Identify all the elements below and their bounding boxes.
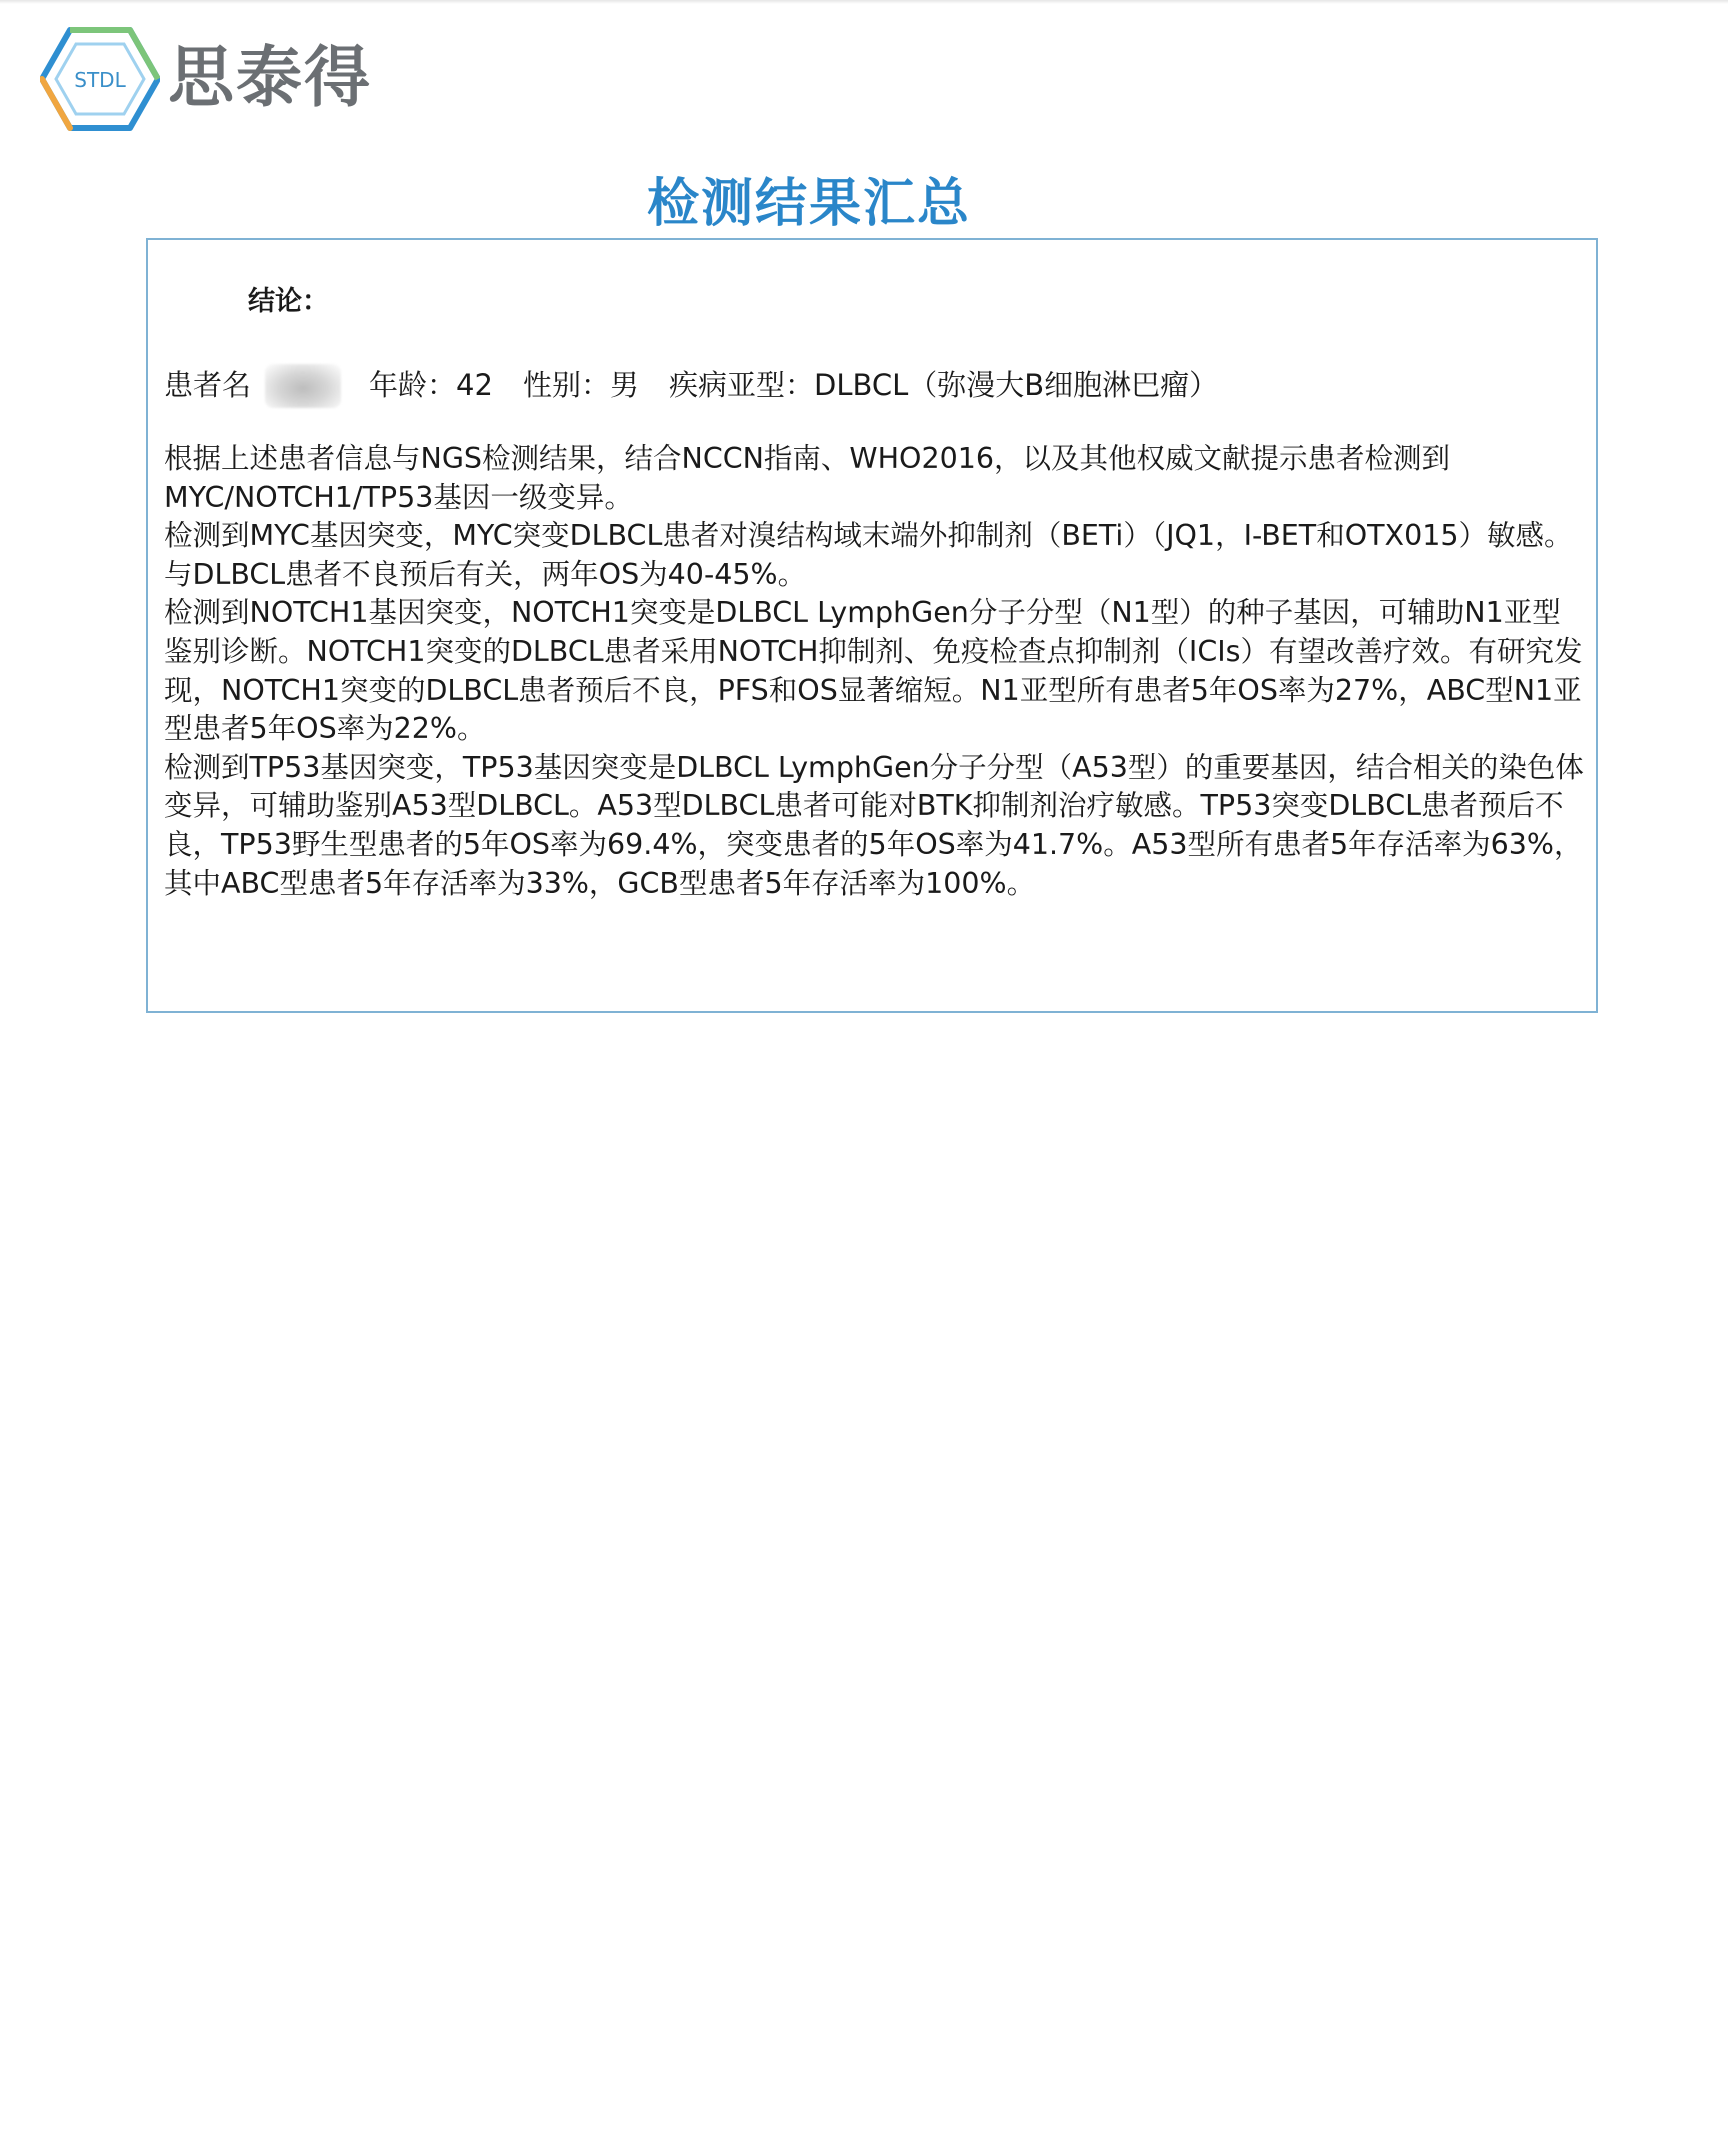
age-value: 42 [456, 368, 493, 402]
results-summary-box [146, 238, 1598, 1013]
paragraph-myc: 检测到MYC基因突变，MYC突变DLBCL患者对溴结构域末端外抑制剂（BETi）（JQ1，I-BET和OTX015）敏感。与DLBCL患者不良预后有关，两年OS为40-45%。 [164, 519, 1573, 591]
patient-name-label: 患者名 [164, 368, 252, 402]
sex-label: 性别： [522, 368, 610, 402]
subtype-value: DLBCL（弥漫大B细胞淋巴瘤） [813, 368, 1219, 402]
brand-name: 思泰得 [168, 39, 372, 116]
paragraph-notch1: 检测到NOTCH1基因突变，NOTCH1突变是DLBCL LymphGen分子分型（N1型）的种子基因，可辅助N1亚型鉴别诊断。NOTCH1突变的DLBCL患者采用NOTCH抑制剂、免疫检查点抑制剂（ICIs）有望改善疗效。有研究发现，NOTCH1突变的DLBCL患者预后不良，PFS和OS显著缩短。N1亚型所有患者5年OS率为27%，ABC型N1亚型患者5年OS率为22%。 [164, 596, 1583, 746]
sex-value: 男 [609, 368, 639, 402]
subtype-label: 疾病亚型： [668, 368, 814, 402]
conclusion-label: 结论： [248, 286, 329, 317]
paragraph-tp53: 检测到TP53基因突变，TP53基因突变是DLBCL LymphGen分子分型（A53型）的重要基因，结合相关的染色体变异，可辅助鉴别A53型DLBCL。A53型DLBCL患者可能对BTK抑制剂治疗敏感。TP53突变DLBCL患者预后不良，TP53野生型患者的5年OS率为69.4%，突变患者的5年OS率为41.7%。A53型所有患者5年存活率为63%，其中ABC型患者5年存活率为33%，GCB型患者5年存活率为100%。 [164, 750, 1584, 900]
redacted-patient-name [265, 364, 341, 408]
age-label: 年龄： [369, 368, 457, 402]
page-title: 检测结果汇总 [646, 174, 971, 234]
patient-info-row [164, 362, 1218, 408]
logo-mark-text: STDL [74, 68, 126, 92]
stdl-hexagon-icon [40, 24, 160, 134]
brand-logo [40, 24, 400, 134]
top-edge-shadow [0, 0, 1728, 4]
paragraph-overview: 根据上述患者信息与NGS检测结果，结合NCCN指南、WHO2016，以及其他权威文献提示患者检测到MYC/NOTCH1/TP53基因一级变异。 [164, 442, 1451, 514]
conclusion-body [164, 440, 1584, 903]
